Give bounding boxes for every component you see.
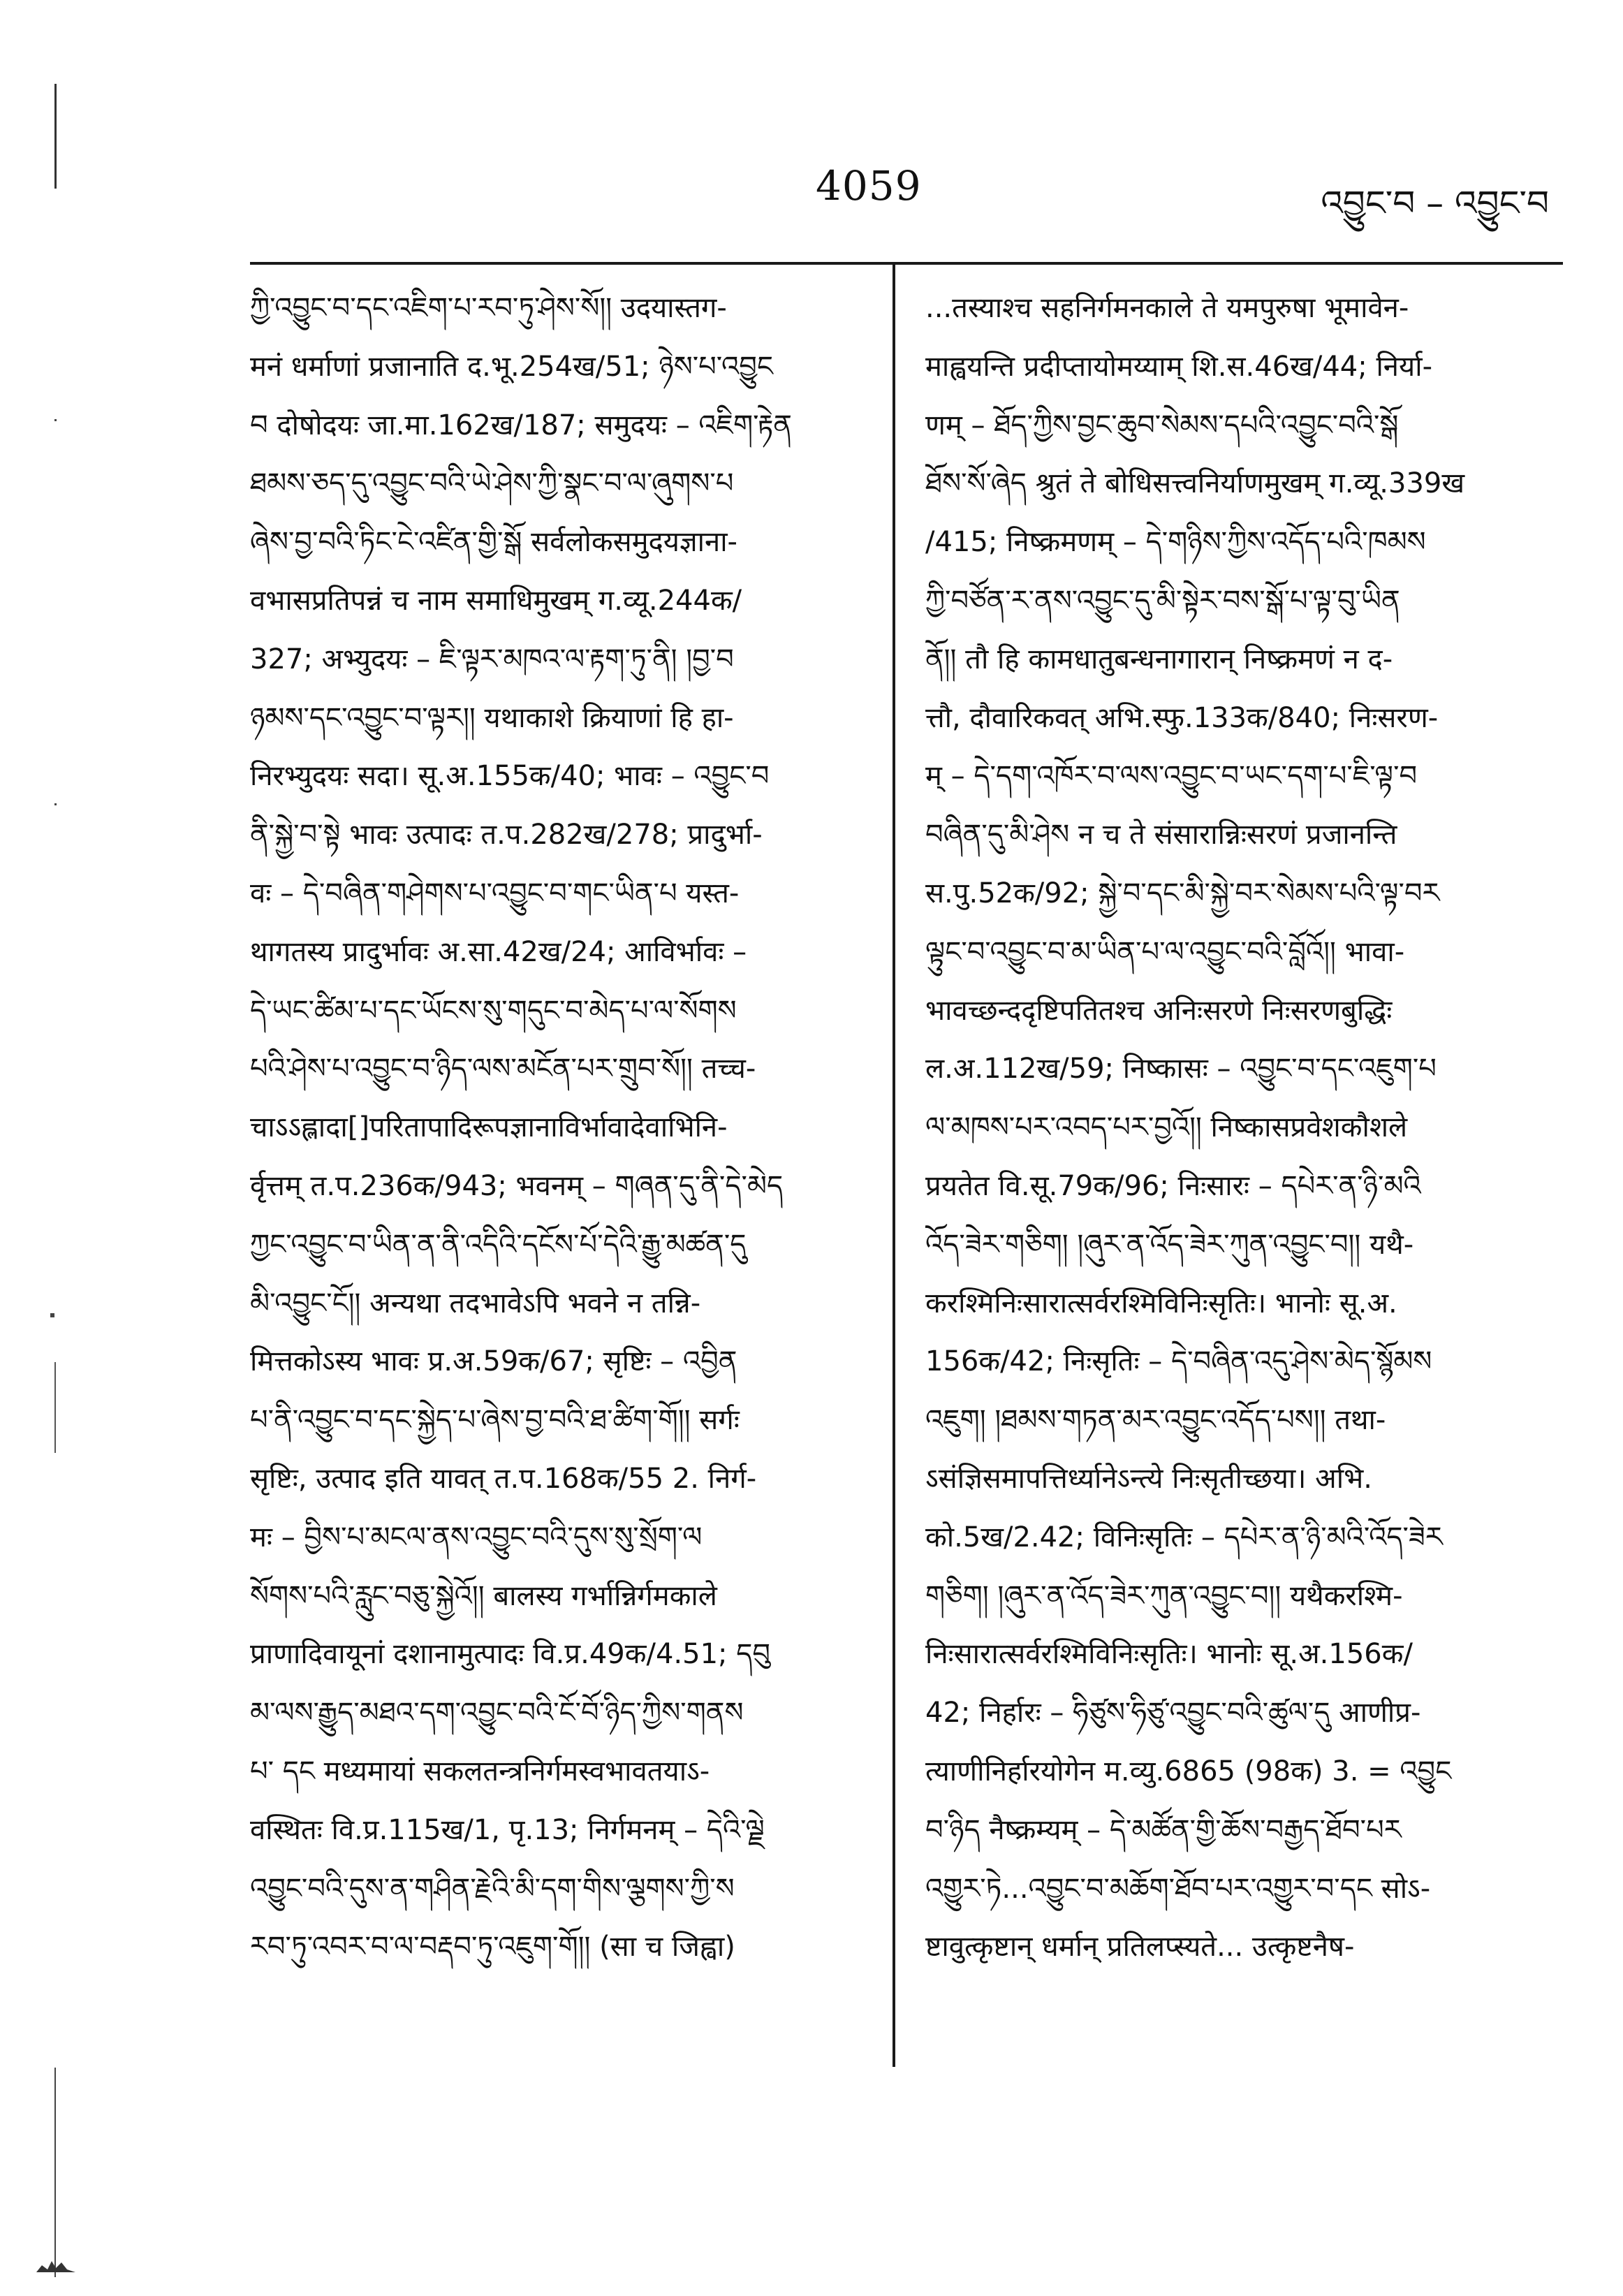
text-line: मित्तकोऽस्य भावः प्र.अ.59क/67; सृष्टिः – འབྱིན [250,1345,737,1378]
text-line: འོད་ཟེར་གཅིག། །ཞུར་ན་འོད་ཟེར་ཀུན་འབྱུང་བ།། यथै- [925,1228,1414,1261]
text-line: माह्वयन्ति प्रदीप्तायोमय्याम् शि.स.46ख/44; निर्या- [925,350,1432,383]
text-line: ཞེས་བྱ་བའི་ཏིང་ངེ་འཛིན་གྱི་སྒོ सर्वलोकसमुदयज्ञाना- [250,526,737,559]
text-line: त्तौ, दौवारिकवत् अभि.स्फु.133क/840; निःसरण- [925,701,1439,734]
text-line: स.पु.52क/92; སྐྱེ་བ་དང་མི་སྐྱེ་བར་སེམས་པའི་ལྟ་བར [925,877,1440,909]
right-column [925,279,1547,2040]
text-line: ཀྱི་བཙོན་ར་ནས་འབྱུང་དུ་མི་སྟེར་བས་སྒོ་པ་ལྟ་བུ་ཡིན [925,584,1400,617]
text-line: བཞིན་དུ་མི་ཤེས न च ते संसारान्निःसरणं प्रजानन्ति [925,819,1397,851]
text-line: ནི་སྐྱེ་བ་སྟེ भावः उत्पादः त.प.282ख/278; प्रादुर्भा- [250,819,763,851]
text-line: པ་ དང मध्यमायां सकलतन्त्रनिर्गमस्वभावतयाऽ- [250,1755,710,1787]
text-line: णम् – ཐོད་ཀྱིས་བྱང་ཆུབ་སེམས་དཔའི་འབྱུང་བའི་སྒོ [925,409,1399,441]
margin-mark [54,803,57,805]
text-line: र्वृत्तम् त.प.236क/943; भवनम् – གཞན་དུ་ནི་དེ་མེད [250,1169,784,1202]
text-line: निःसारात्सर्वरश्मिविनिःसृतिः। भानोः सू.अ.156क/ [925,1638,1413,1671]
text-line: वः – དེ་བཞིན་གཤེགས་པ་འབྱུང་བ་གང་ཡིན་པ यस्त- [250,877,740,909]
text-line: ཉམས་དང་འབྱུང་བ་ལྟར།། यथाकाशे क्रियाणां हि हा- [250,701,734,734]
text-line: म् – དེ་དག་འཁོར་བ་ལས་འབྱུང་བ་ཡང་དག་པ་ཇི་ལྟ་བ [925,760,1418,793]
text-line: ल.अ.112ख/59; निष्कासः – འབྱུང་བ་དང་འཇུག་པ [925,1053,1437,1085]
text-line: གཅིག། །ཞུར་ན་འོད་ཟེར་ཀུན་འབྱུང་བ།། यथैकरश्मि- [925,1579,1403,1612]
text-line: རབ་ཏུ་འབར་བ་ལ་བརྡབ་ཏུ་འཇུག་གོ།། (सा च जिह्वा) [250,1931,735,1964]
header-rule [250,262,1563,265]
text-line: ཐོས་སོ་ཞེད श्रुतं ते बोधिसत्त्वनिर्याणमुखम् ग.व्यू.339ख [925,467,1465,500]
text-line: དེ་ཡང་ཚིམ་པ་དང་ཡོངས་སུ་གདུང་བ་མེད་པ་ལ་སོགས [250,994,737,1027]
text-line: པ་ནི་འབྱུང་བ་དང་སྐྱེད་པ་ཞེས་བྱ་བའི་ཐ་ཚིག་གོ།། सर्गः [250,1404,740,1437]
running-head: འབྱུང་བ – འབྱུང་བ [1321,183,1549,224]
text-line: 42; निर्हारः – ཧིཙུས་ཧིཙུ་འབྱུང་བའི་ཚུལ་དུ आणीप्र- [925,1697,1421,1730]
text-line: चाऽऽह्लादा[]परितापादिरूपज्ञानाविर्भावादेवाभिनि- [250,1111,728,1144]
text-line: ऽसंज्ञिसमापत्तिर्ध्यानेऽन्त्ये निःसृतीच्छया। अभि. [925,1462,1372,1495]
text-line: वभासप्रतिपन्नं च नाम समाधिमुखम् ग.व्यू.244क/ [250,584,742,617]
text-line: ཐམས་ཅད་དུ་འབྱུང་བའི་ཡེ་ཤེས་ཀྱི་སྣང་བ་ལ་ཞུགས་པ [250,467,734,500]
text-line: ष्टावुत्कृष्टान् धर्मान् प्रतिलप्स्यते... उत्कृष्टनैष- [925,1931,1355,1964]
text-line: འབྱུང་བའི་དུས་ན་གཤིན་རྗེའི་མི་དག་གིས་ལྕགས་ཀྱི་ས [250,1872,735,1905]
margin-mark [54,419,57,421]
column-divider [893,265,895,2067]
text-line: ལ་མཁས་པར་འབད་པར་བྱའོ།། निष्कासप्रवेशकौशले [925,1111,1408,1144]
text-line: निरभ्युदयः सदा। सू.अ.155क/40; भावः – འབྱུང་བ [250,760,770,793]
text-line: मनं धर्माणां प्रजानाति द.भू.254ख/51; ཉེས་པ་འབྱུང [250,350,773,383]
text-line: ཀྱི་འབྱུང་བ་དང་འཇིག་པ་རབ་ཏུ་ཤེས་སོ།། उदयास्तग- [250,292,727,324]
text-line: भावच्छन्ददृष्टिपतितश्च अनिःसरणे निःसरणबुद्धिः [925,994,1393,1027]
text-line: सृष्टिः, उत्पाद इति यावत् त.प.168क/55 2. निर्ग- [250,1462,757,1495]
text-line: མ་ལས་རྒྱུད་མཐའ་དག་འབྱུང་བའི་ངོ་བོ་ཉིད་ཀྱིས་གནས [250,1697,744,1730]
text-line: འཇུག། །ཐམས་གཏན་མར་འབྱུང་འདོད་པས།། तथा- [925,1404,1386,1437]
text-line: མི་འབྱུང་ངོ།། अन्यथा तदभावेऽपि भवने न तन्नि- [250,1287,701,1319]
margin-mark [50,1313,54,1317]
text-line: ནོ།། तौ हि कामधातुबन्धनागारान् निष्क्रमणं न द- [925,643,1393,675]
page-number: 4059 [816,162,922,210]
text-line: ...तस्याश्च सहनिर्गमनकाले ते यमपुरुषा भूमावेन- [925,292,1409,324]
text-line: བ दोषोदयः जा.मा.162ख/187; समुदयः – འཇིག་རྟེན [250,409,792,441]
left-margin-rule [54,1362,56,1453]
left-margin-rule [54,84,57,189]
text-line: བ་ཉིད नैष्क्रम्यम् – དེ་མཚོན་གྱི་ཆོས་བརྒྱད་ཐོབ་པར [925,1813,1402,1846]
scan-speck [35,2253,77,2274]
text-line: वस्थितः वि.प्र.115ख/1, पृ.13; निर्गमनम् – དེའི་ལྗེ [250,1813,765,1846]
left-column [250,279,872,2040]
left-margin-rule [54,2068,56,2277]
text-line: को.5ख/2.42; विनिःसृतिः – དཔེར་ན་ཉི་མའི་འོད་ཟེར [925,1521,1443,1553]
text-line: त्याणीनिर्हारयोगेन म.व्यु.6865 (98क) 3. = འབྱུང [925,1755,1452,1787]
text-line: मः – བྱིས་པ་མངལ་ནས་འབྱུང་བའི་དུས་སུ་སྲོག་ལ [250,1521,703,1553]
text-line: པའི་ཤེས་པ་འབྱུང་བ་ཉིད་ལས་མངོན་པར་གྲུབ་སོ།། तच्च- [250,1053,756,1085]
text-line: 327; अभ्युदयः – ཇི་ལྟར་མཁའ་ལ་རྟག་ཏུ་ནི། །བྱ་བ [250,643,734,675]
text-line: ལྟུང་བ་འབྱུང་བ་མ་ཡིན་པ་ལ་འབྱུང་བའི་བློའོ།། भावा- [925,935,1405,968]
text-line: थागतस्य प्रादुर्भावः अ.सा.42ख/24; आविर्भावः – [250,935,747,968]
text-line: करश्मिनिःसारात्सर्वरश्मिविनिःसृतिः। भानोः सू.अ. [925,1287,1397,1319]
text-line: ཀྱང་འབྱུང་བ་ཡིན་ན་ནི་འདིའི་དངོས་པོ་དེའི་རྒྱུ་མཚན་དུ [250,1228,747,1261]
text-line: /415; निष्क्रमणम् – དེ་གཉིས་ཀྱིས་འདོད་པའི་ཁམས [925,526,1426,559]
text-line: སོགས་པའི་རླུང་བཅུ་སྐྱེའོ།། बालस्य गर्भान्निर्गमकाले [250,1579,717,1612]
text-line: འགྱུར་ཏེ...འབྱུང་བ་མཆོག་ཐོབ་པར་འགྱུར་བ་དང सोऽ- [925,1872,1431,1905]
text-line: 156क/42; निःसृतिः – དེ་བཞིན་འདུ་ཤེས་མེད་སྙོམས [925,1345,1432,1378]
text-line: प्राणादिवायूनां दशानामुत्पादः वि.प्र.49क/4.51; དབུ [250,1638,771,1671]
text-line: प्रयतेत वि.सू.79क/96; निःसारः – དཔེར་ན་ཉི་མའི [925,1169,1421,1202]
